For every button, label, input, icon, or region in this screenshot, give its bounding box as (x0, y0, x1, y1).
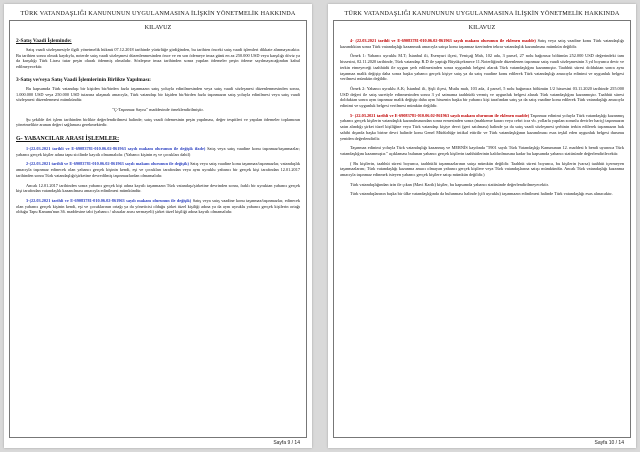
item-5 (340, 113, 624, 142)
page-9 (4, 4, 312, 448)
item-g3-text: Satış veya satış vaadine konu taşınmaz/taşınmazlar, edinecek olan yabancı gerçek kişinin kendi, eşi ve çocuklarının ortağı ya da yöneticisi olduğu şirket tüzel kişiliği adına ya da aynı uyruklu yabancı gerçek kişilerin ortağı olduğu Tapu Kanunu'nun 36. maddesine tabi (yabancı / ulusalar arası sermayeli) şirket tüzel kişiliği adına kayıtlı olmamalıdır. (16, 197, 300, 215)
item-g2-text: Satış veya satış vaadine konu taşınmaz/taşınmazlar, vatandaşlık amacıyla taşınmaz edinecek olan yabancı gerçek kişinin kendi, eşi ve çocukları tarafından veya aynı uyruklu yabancı bir gerçek kişi tarafından 12.01.2017 tarihinden sonra Türk vatandaşlığı/şirketine devredilmiş taşınmazlardan olmamalıdır. (16, 161, 301, 178)
document-header: TÜRK VATANDAŞLIĞI KANUNUNUN UYGULANMASINA İLİŞKİN YÖNETMELİK HAKKINDA (344, 10, 620, 17)
item-g1-amendment: 1-(22.03.2021 tarihli ve E-69083781-010.06.02-861963 sayılı makam olurunun ile değişik ifade) (26, 146, 206, 152)
section-3-title: 3-Satış ve/veya Satış Vaadi İşlemlerinin Birlikte Yapılması: (16, 76, 151, 83)
page-number: Sayfa 9 / 14 (273, 440, 300, 446)
item-4 (340, 38, 624, 49)
item-g2-amendment: 2-(22.03.2021 tarihli ve E-69083781-010.06.02-861963 sayılı makam olurunun ile değişik) (26, 161, 189, 167)
section-g-title: G- YABANCILAR ARASI İŞLEMLER: (16, 136, 120, 143)
section-3-paragraph: Bu kapsamda Türk vatandaşı bir kişiden bir/birden fazla taşınmazın satış yoluyla edinilmesinden veya satış vaadi sözleşmesi düzenlenmesinden sonra, 1.000.000 USD veya 250.000 USD tutarına ulaşmak amacıyla, Türk vatandaşı bir kişiden bir/birden fazla taşınmazın satış yoluyla edinilmesi veya satış vaadi sözleşmesi düzenlenmesi mümkündür. (16, 85, 300, 103)
item-g3-amendment: 3-(22.03.2021 tarihli ve E-69083781-010.06.02-861963 sayılı makam olurunun ile değişik) (26, 197, 192, 203)
item-4-example-1: Örnek 1: Yabancı uyruklu M.T; İstanbul ili, Esenyurt ilçesi, Yeniçağ Mah, 102 ada, 3 parsel, 27 nolu bağımsız bölümün 252.000 USD değerindeki tam hissesini, 02.11.2020 tarihinde, Türk vatandaşı R.D ile yaptığı Büyükçekmece 11.Noterliğinde düzenlenen taşınmaz satış vaadi sözleşmesinin 3 yıl boyunca devir ve terkin etmeyeceği taahhüdü ile uygun şerh edilmesinden sonra uygunluk belgesi alarak Türk vatandaşlığını kazanmıştır. Taahhüt süresi dolduktan sonra aynı taşınmaz malik değişip daha sonra başka yabancı gerçek kişiye satış ya da satış vaadine konu edilerek Türk vatandaşlığı amacıyla edinimi ve uygunluk belgesi verilmesi mümkün değildir. (340, 53, 624, 82)
document-subheader: KILAVUZ (468, 24, 496, 31)
item-5-paragraph-5: Türk vatandaşlarının başka bir ülke vatandaşlığında da bulunması halinde (çift uyruklu) taşınmazın edinilmesi halinde Türk vatandaşlığı esas alınacaktır. (350, 191, 613, 197)
page-number: Sayfa 10 / 14 (594, 440, 624, 446)
page-10 (328, 4, 636, 448)
item-5-paragraph-2: Taşınmaz edinimi yoluyla Türk vatandaşlığı kazanmış ve MERNİS kaydında "5901 sayılı Türk Vatandaşlığı Kanununun 12. maddesi b bendi uyarınca Türk vatandaşlığını kazanmıştır." açıklaması bulunan yabancı gerçek kişilerin taahhütlerinin kaldırılmasına kadar bu kapsamda yabancı statüsünde değerlendirilecektir. (340, 145, 624, 156)
item-4-amendment: 4- (22.03.2021 tarihli ve E-69083781-010.06.02-861963 sayılı makam olurunun ile eklenen madde) (350, 38, 536, 43)
document-header: TÜRK VATANDAŞLIĞI KANUNUNUN UYGULANMASINA İLİŞKİN YÖNETMELİK HAKKINDA (20, 10, 296, 17)
item-4-text: Satış veya satış vaadine konu Türk vatandaşlığı kazandıktan sonra Türk vatandaşlığı kazanmak amacıyla satışa konu taşınmaz üzerinden tekrar vatandaşlık kazanılması mümkün değildir. (340, 38, 624, 49)
item-g1 (16, 146, 300, 157)
item-5-paragraph-4: Türk vatandaşlığından izin ile çıkan (Mavi Kartlı) kişiler, bu kapsamda yabancı statüsünde değerlendirilmeyecektir. (350, 181, 549, 187)
section-3-note: "Ç-Taşınmaz Sayısı" maddesinde örneklendirilmiştir. (112, 106, 204, 112)
item-5-text: Taşınmaz edinimi yoluyla Türk vatandaşlığı kazanmış yabancı gerçek kişilerin vatandaşlık kazanılmasından sonra ermesinden sonra (mahkeme kararı veya cebri icra vb. yollarla yapılan zorunlu devirler hariç) taşınmazın satın alındığı şirket tüzel kişiliğine veya Türk vatandaşı kişiye devri (geri satılması) halinde ya da satış vaadi sözleşmesi şerhinin terkin edilerek taşınmazın hak sahibi dışında başka birine devri halinde konu Genel Müdürlüğe intikal ettirilir ve Türk vatandaşlığının kazanılması esas teşkil eden uygunluk belgesi durumu yeniden değerlendirilir. (340, 112, 625, 141)
item-5-amendment: 5- (22.03.2021 tarihli ve E-69083781-010.06.02-861963 sayılı makam olurunun ile eklenen madde) (350, 112, 530, 118)
item-g1-text: Satış veya satış vaadine konu taşınmaz/taşınmazlar; yabancı gerçek kişiler adına tapu sicilinde kayıtlı olmamalıdır. (Yabancı kişinin eş ve çocukları dahil) (16, 146, 300, 157)
document-subheader: KILAVUZ (144, 24, 172, 31)
page-content (13, 38, 303, 215)
section-2-paragraph: Satış vaadi sözleşmesiyle ilgili yönetmelik hükmü 07.12.2018 tarihinde yürürlüğe girdiğinden, bu tarihten önceki satış vaadi işlemleri dikkate alınmayacaktır. Bu tarihten sonra olmak kaydıyla, noterde satış vaadi sözleşmesi düzenlenmesinden önce ve en son ödemeye imza günü en az 250.000 USD veya karşılığı döviz ya da karşılığı Türk Lirası tutar peşin olarak ödenmiş olmalıdır. Sözleşme imza tarihinden sonra yapılan ödemeler peşin ödeme sayılmayacağından kabul edilmeyecektir. (16, 47, 300, 70)
page-content (337, 38, 627, 197)
item-5-paragraph-3: ( Bu kişilerin, taahhüt süresi boyunca, taahhütlü taşınmazlarının satışı mümkün değildir. Taahhüt süresi boyunca, bu kişilerin (varsa) taahhüt içermeyen taşınmazlarını; Türk vatandaşlığı kazanma amacı olmayan yabancı gerçek kişilere veya Türk vatandaşlarına satışı mümkündür. Ancak Türk vatandaşlığı kazanma amacıyla taşınmaz edinmek isteyen yabancı gerçek kişilere satışı mümkün değildir.) (340, 160, 624, 178)
item-4-example-2: Örnek 2: Yabancı uyruklu A.K; İstanbul ili, Şişli ilçesi, Mutlu mah, 103 ada, 4 parsel, 5 nolu bağımsız bölümün 1/2 hissesini 03.11.2020 tarihinde 255.000 USD değeri ile satış suretiyle edinmesinden sonra 3 yıl satmama taahhüdü vermiş ve uygunluk belgesi alarak Türk vatandaşlığını kazanmıştır. Taahhüt süresi dolduktan sonra aynı taşınmaz malik değişip daha aynı hissenin başka bir yabancı kişi tarafından satış ya da satış vaadine konu edilerek Türk vatandaşlığı amacıyla edinimi ve uygunluk belgesi verilmesi mümkün değildir. (340, 85, 624, 109)
section-3-paragraph-2: Şu şekilde ilei işlem tarihinden birlikte değerlendirilmesi halinde; satış vaadi ödemesinin peşin yapılması, değer tespitleri ve yapılan ödemeler toplamının yönetmelikte aranan değeri sağlaması gerekmektedir. (16, 116, 300, 128)
item-g2 (16, 161, 300, 178)
section-2-title: 2-Satış Vaadi İşleminde: (16, 38, 72, 44)
item-g3 (16, 198, 300, 215)
item-g2-paragraph: Ancak 12.01.2017 tarihinden sonra yabancı gerçek kişi adına kayıtlı taşınmazın Türk vatandaşı/şirketine devrinden sonra, farklı bir uyruktan yabancı gerçek kişi tarafından vatandaşlık kazanılması amacıyla edinilmesi mümkündür. (16, 182, 300, 194)
